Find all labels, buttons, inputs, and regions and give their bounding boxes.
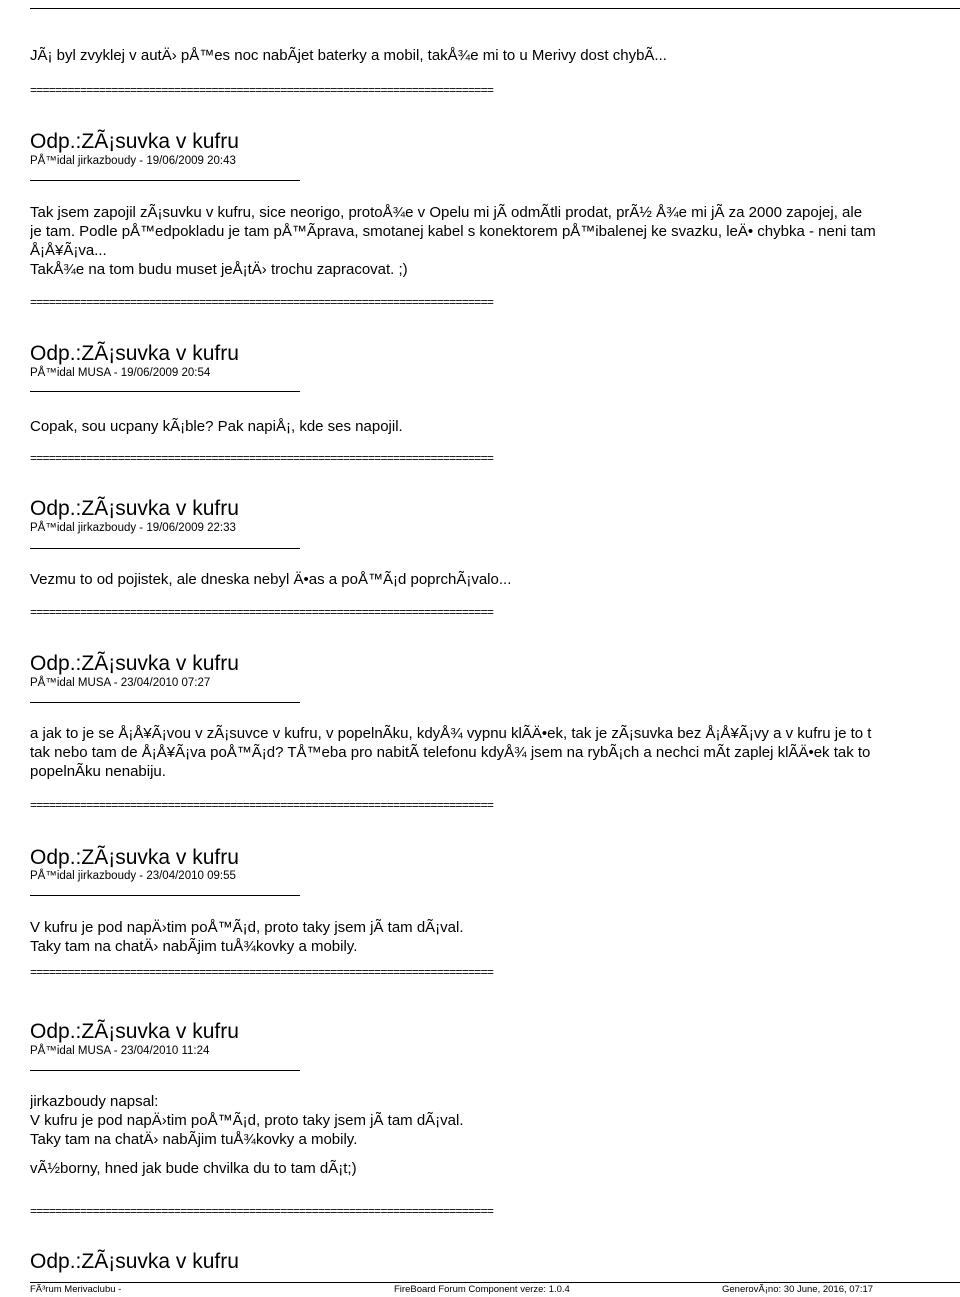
post-body-line: vÃ½borny, hned jak bude chvilka du to tam dÃ¡t;)	[30, 1160, 357, 1177]
post-body-line: jirkazboudy napsal:	[30, 1093, 159, 1110]
post-meta: PÅ™idal jirkazboudy - 19/06/2009 22:33	[30, 522, 236, 534]
post-meta: PÅ™idal jirkazboudy - 19/06/2009 20:43	[30, 155, 236, 167]
post-body-line: Tak jsem zapojil zÃ¡suvku v kufru, sice neorigo, protoÅ¾e v Opelu mi jÃ odmÃtli prodat, prÃ½ Å¾e mi jÃ za 2000 zapojej, ale	[30, 204, 863, 221]
post-body-line: je tam. Podle pÅ™edpokladu je tam pÅ™Ãprava, smotanej kabel s konektorem pÅ™ibalenej ke svazku, leÄ• chybka - neni tam	[30, 223, 876, 240]
post-body-line: a jak to je se Å¡Å¥Ã¡vou v zÃ¡suvce v kufru, v popelnÃku, kdyÅ¾ vypnu klÃÄ•ek, tak je zÃ¡suvka bez Å¡Å¥Ã¡vy a v kufru je to t	[30, 725, 872, 742]
post-body-line: Taky tam na chatÄ› nabÃjim tuÅ¾kovky a mobily.	[30, 1131, 358, 1148]
post-meta-rule	[30, 702, 300, 703]
post-text-intro: JÃ¡ byl zvyklej v autÄ› pÅ™es noc nabÃjet baterky a mobil, takÅ¾e mi to u Merivy dost chybÃ...	[30, 47, 667, 64]
post-title: Odp.:ZÃ¡suvka v kufru	[30, 1020, 239, 1043]
post-title: Odp.:ZÃ¡suvka v kufru	[30, 846, 239, 869]
post-separator: ==========================================================================	[30, 452, 494, 464]
post-body-line: TakÅ¾e na tom budu muset jeÅ¡tÄ› trochu zapracovat. ;)	[30, 261, 408, 278]
post-body-line: Copak, sou ucpany kÃ¡ble? Pak napiÅ¡, kde ses napojil.	[30, 418, 403, 435]
post-title: Odp.:ZÃ¡suvka v kufru	[30, 497, 239, 520]
post-meta: PÅ™idal MUSA - 19/06/2009 20:54	[30, 367, 211, 379]
post-body-line: Å¡Å¥Ã¡va...	[30, 242, 107, 259]
post-body	[30, 570, 960, 589]
post-separator: ==========================================================================	[30, 799, 494, 811]
post-separator: ==========================================================================	[30, 1205, 494, 1217]
post-meta-rule	[30, 180, 300, 181]
post-separator: ==========================================================================	[30, 296, 494, 308]
post-body-blank	[30, 1149, 960, 1159]
top-rule	[30, 8, 960, 9]
post-meta-rule	[30, 391, 300, 392]
post-meta-rule	[30, 895, 300, 896]
post-meta-rule	[30, 1070, 300, 1071]
post-body-line: Vezmu to od pojistek, ale dneska nebyl Ä•as a poÅ™Ã¡d poprchÃ¡valo...	[30, 571, 512, 588]
post-separator: ==========================================================================	[30, 84, 494, 96]
footer-generated-date: GenerovÃ¡no: 30 June, 2016, 07:17	[722, 1284, 874, 1295]
post-body	[30, 203, 960, 279]
post-body-line: V kufru je pod napÄ›tim poÅ™Ã¡d, proto taky jsem jÃ tam dÃ¡val.	[30, 919, 464, 936]
post-body-line: popelnÃku nenabiju.	[30, 763, 166, 780]
footer-component-version: FireBoard Forum Component verze: 1.0.4	[394, 1284, 570, 1295]
post-meta: PÅ™idal MUSA - 23/04/2010 07:27	[30, 677, 211, 689]
post-separator: ==========================================================================	[30, 606, 494, 618]
post-body-line: Taky tam na chatÄ› nabÃjim tuÅ¾kovky a mobily.	[30, 938, 358, 955]
post-meta: PÅ™idal MUSA - 23/04/2010 11:24	[30, 1045, 210, 1057]
footer-rule	[30, 1282, 960, 1283]
post-body	[30, 724, 960, 781]
post-body	[30, 417, 960, 436]
post-body	[30, 1092, 960, 1178]
post-meta-rule	[30, 548, 300, 549]
post-body	[30, 918, 960, 956]
post-meta: PÅ™idal jirkazboudy - 23/04/2010 09:55	[30, 870, 236, 882]
post-title: Odp.:ZÃ¡suvka v kufru	[30, 652, 239, 675]
post-body-line: tak nebo tam de Å¡Å¥Ã¡va poÅ™Ã¡d? TÅ™eba pro nabitÃ telefonu kdyÅ¾ jsem na rybÃ¡ch a nechci mÃt zaplej klÃÄ•ek tak to	[30, 744, 871, 761]
post-body-line: V kufru je pod napÄ›tim poÅ™Ã¡d, proto taky jsem jÃ tam dÃ¡val.	[30, 1112, 464, 1129]
post-title: Odp.:ZÃ¡suvka v kufru	[30, 130, 239, 153]
footer-forum-name: FÃ³rum Merivaclubu -	[30, 1284, 122, 1295]
post-separator: ==========================================================================	[30, 966, 494, 978]
post-title: Odp.:ZÃ¡suvka v kufru	[30, 1250, 239, 1273]
post-title: Odp.:ZÃ¡suvka v kufru	[30, 342, 239, 365]
